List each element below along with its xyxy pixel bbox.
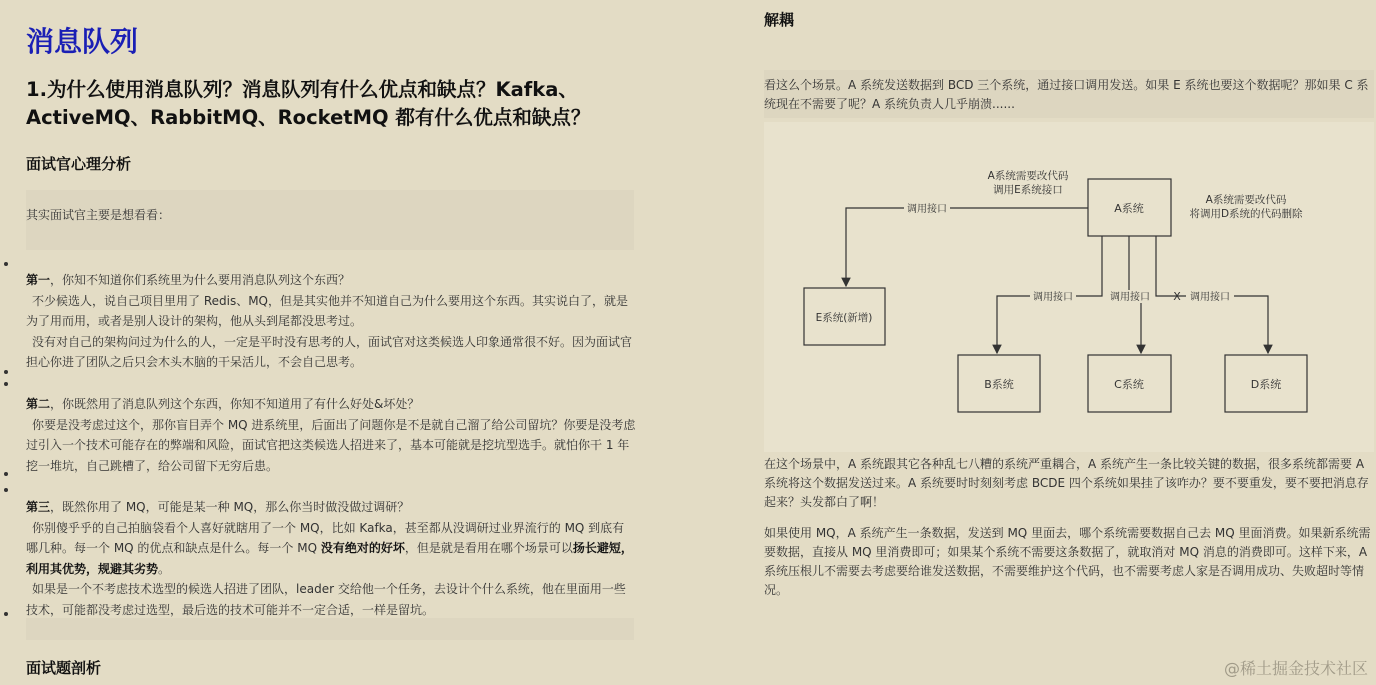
label-call-b: 调用接口: [1033, 292, 1073, 303]
code-band: [26, 618, 634, 640]
point-2: [26, 394, 636, 476]
intro-text: 其实面试官主要是想看看：: [26, 208, 171, 222]
note-right-1: A系统需要改代码: [1205, 194, 1287, 206]
cross-mark: X: [1173, 290, 1181, 303]
scenario-text: 看这么个场景。A 系统发送数据到 BCD 三个系统，通过接口调用发送。如果 E 系统也要这个数据呢？那如果 C 系统现在不需要了呢？A 系统负责人几乎崩溃......: [764, 78, 1369, 111]
point-1-line-2: 没有对自己的架构问过为什么的人，一定是平时没有思考的人，面试官对这类候选人印象通常很不好。因为面试官担心你进了团队之后只会木头木脑的干呆活儿，不会自己思考。: [26, 334, 633, 369]
right-column: [740, 0, 1376, 685]
point-1-line-1: 不少候选人，说自己项目里用了 Redis、MQ，但是其实他并不知道自己为什么要用这个东西。其实说白了，就是为了用而用，或者是别人设计的架构，他从头到尾都没思考过。: [26, 293, 629, 328]
analysis-heading: 面试官心理分析: [26, 155, 132, 173]
bullet: [4, 488, 8, 492]
point-1-question: 第一，你知不知道你们系统里为什么要用消息队列这个东西？: [26, 273, 351, 287]
bullet: [4, 612, 8, 616]
note-left-2: 调用E系统接口: [993, 184, 1063, 196]
bullet: [4, 382, 8, 386]
label-call-d: 调用接口: [1190, 292, 1230, 303]
note-right-2: 将调用D系统的代码删除: [1189, 208, 1303, 220]
analysis2-heading: 面试题剖析: [26, 659, 102, 677]
point-3: [26, 497, 636, 620]
point-3-question: 第三，既然你用了 MQ，可能是某一种 MQ，那么你当时做没做过调研？: [26, 500, 410, 514]
note-left-1: A系统需要改代码: [987, 170, 1069, 182]
point-2-question: 第二，你既然用了消息队列这个东西，你知不知道用了有什么好处&坏处？: [26, 397, 420, 411]
mq-text: 如果使用 MQ，A 系统产生一条数据，发送到 MQ 里面去，哪个系统需要数据自己去 MQ 里面消费。如果新系统需要数据，直接从 MQ 里消费即可；如果某个系统不需要这条数据了，就取消对 MQ 消息的消费即可。这样下来，A 系统压根儿不需要去考虑要给谁发送数据，不需要维护这个代码，也不需要考虑人家是否调用成功、失败超时等情况。: [764, 526, 1371, 597]
decoupling-heading: 解耦: [764, 11, 795, 29]
point-3-line-2: 如果是一个不考虑技术选型的候选人招进了团队，leader 交给他一个任务，去设计个什么系统，他在里面用一些技术，可能都没考虑过选型，最后选的技术可能并不一定合适，一样是留坑。: [26, 582, 626, 617]
coupling-text: 在这个场景中，A 系统跟其它各种乱七八糟的系统严重耦合，A 系统产生一条比较关键的数据，很多系统都需要 A 系统将这个数据发送过来。A 系统要时时刻刻考虑 BCDE 四个系统如果挂了该咋办？要不要重发，要不要把消息存起来？头发都白了啊！: [764, 457, 1369, 509]
box-b-label: B系统: [984, 378, 1014, 391]
left-column: [0, 0, 640, 685]
point-2-line-1: 你要是没考虑过这个，那你盲目弄个 MQ 进系统里，后面出了问题你是不是就自己溜了给公司留坑？你要是没考虑过引入一个技术可能存在的弊端和风险，面试官把这类候选人招进来了，基本可能就是挖坑型选手。就怕你干 1 年挖一堆坑，自己跳槽了，给公司留下无穷后患。: [26, 417, 636, 473]
box-a-label: A系统: [1114, 202, 1144, 215]
bullet: [4, 370, 8, 374]
page-title: 消息队列: [26, 25, 139, 58]
arrow-a-e: [846, 208, 1088, 286]
label-call-c: 调用接口: [1110, 292, 1150, 303]
box-e-label: E系统(新增): [815, 312, 873, 324]
point-3-line-1: 你别傻乎乎的自己拍脑袋看个人喜好就瞎用了一个 MQ，比如 Kafka，甚至都从没调研过业界流行的 MQ 到底有哪几种。每一个 MQ 的优点和缺点是什么。每一个 MQ 没有绝对的好坏，但是就是看用在哪个场景可以扬长避短，利用其优势，规避其劣势。: [26, 520, 633, 576]
bullet: [4, 472, 8, 476]
bullet: [4, 262, 8, 266]
box-c-label: C系统: [1114, 378, 1144, 391]
box-d-label: D系统: [1250, 378, 1282, 391]
point-1: [26, 270, 636, 373]
label-call-e: 调用接口: [907, 204, 947, 215]
question-heading: 1.为什么使用消息队列？消息队列有什么优点和缺点？Kafka、ActiveMQ、RabbitMQ、RocketMQ 都有什么优点和缺点？: [26, 78, 591, 129]
coupling-diagram: [740, 122, 1376, 452]
watermark: @稀土掘金技术社区: [1223, 659, 1368, 678]
